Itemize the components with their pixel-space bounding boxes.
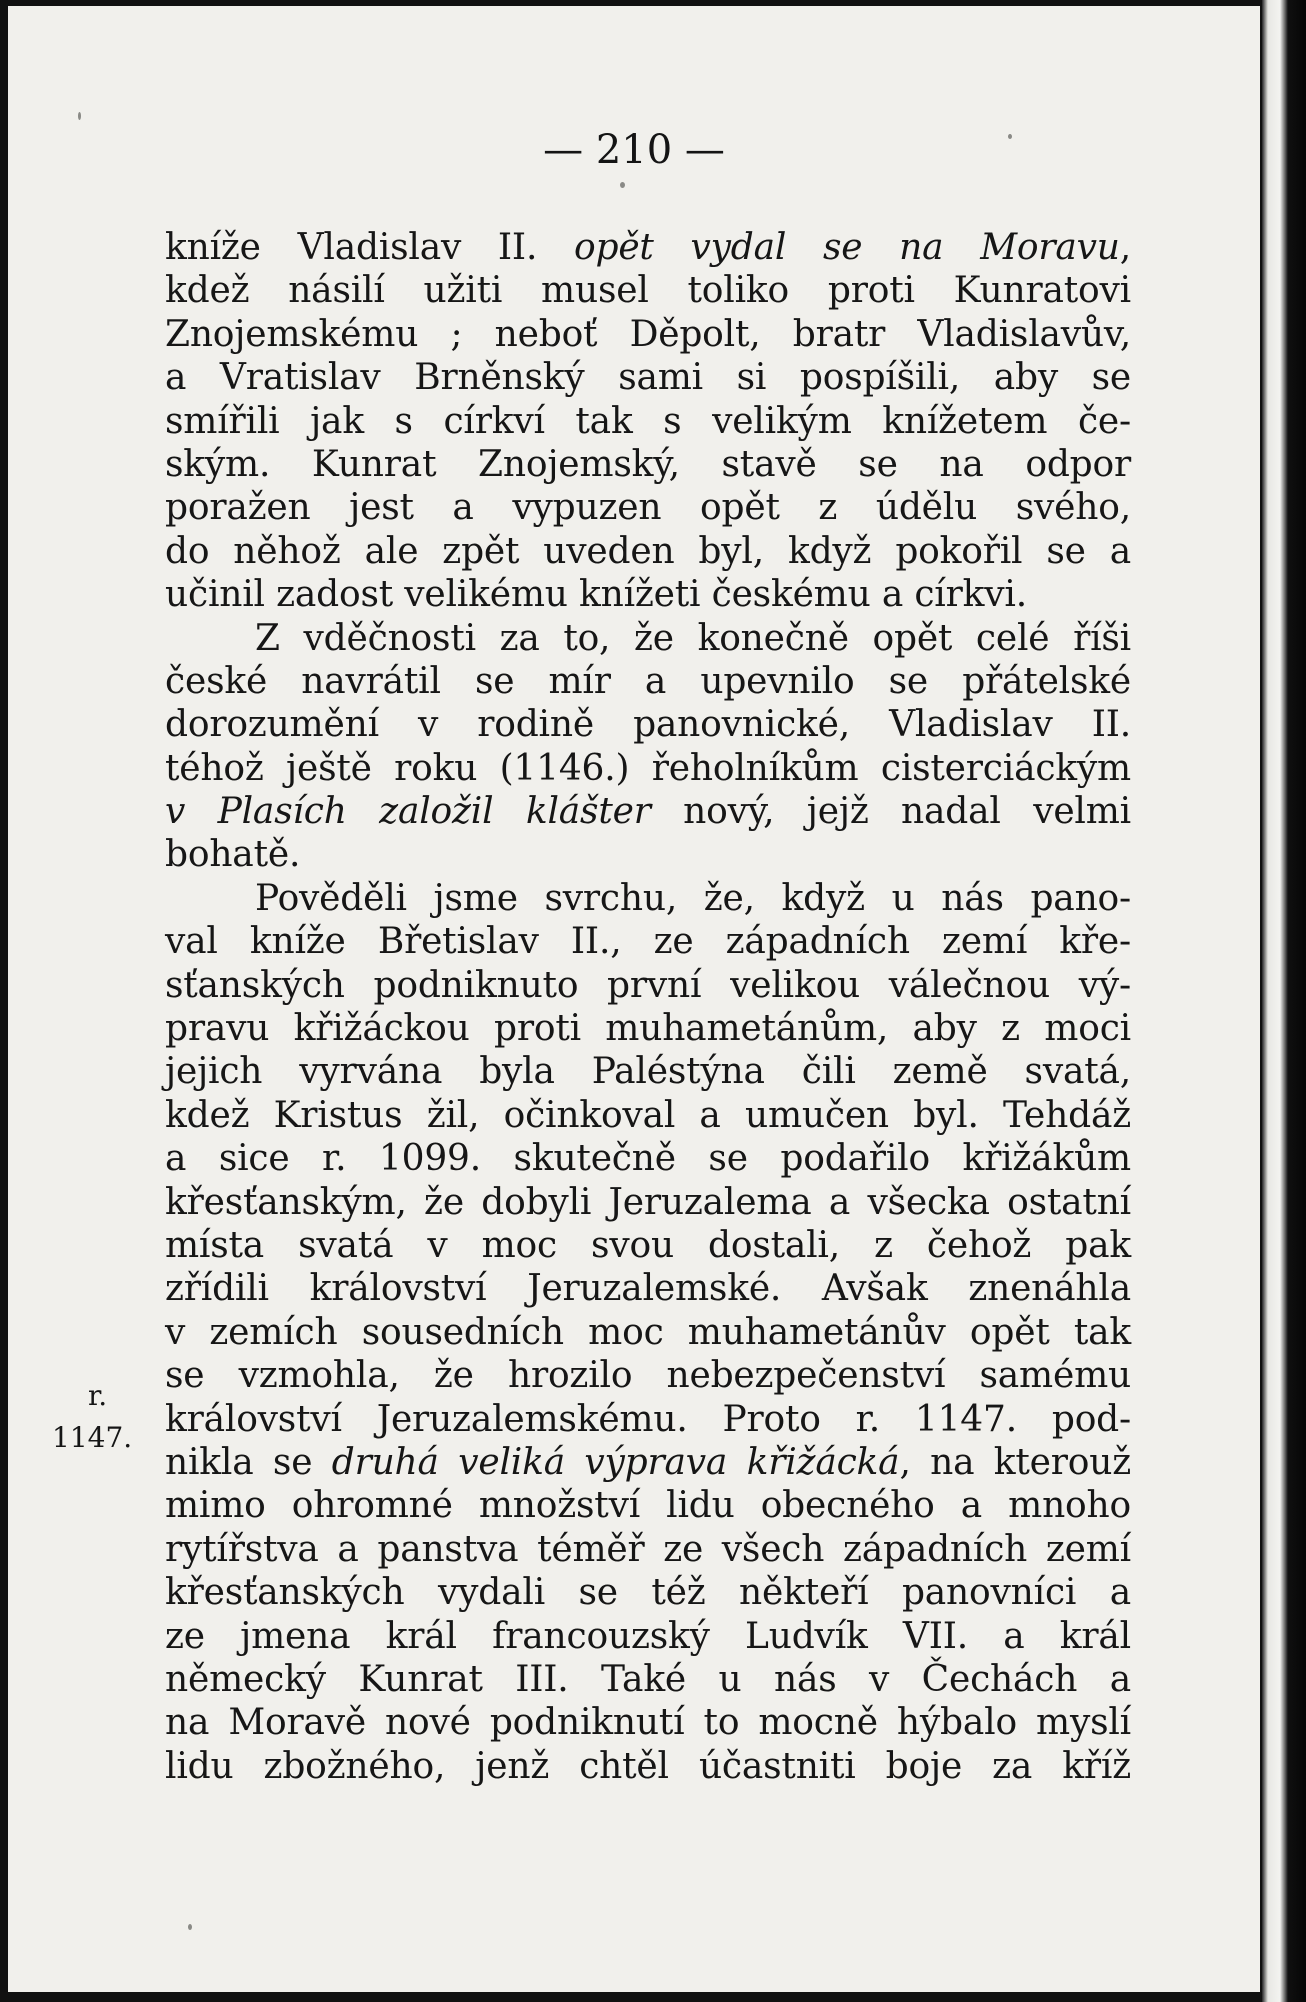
text-line: místa svatá v moc svou dostali, z čehož pak	[165, 1224, 1131, 1266]
text-line: v zemích sousedních moc muhametánův opět tak	[165, 1311, 1131, 1353]
scanned-page-edge	[1262, 0, 1306, 2002]
paper-speck	[620, 182, 625, 188]
text-line: jejich vyrvána byla Paléstýna čili země svatá,	[165, 1051, 1131, 1093]
text-line: poražen jest a vypuzen opět z údělu svého,	[165, 487, 1131, 529]
text-line: a sice r. 1099. skutečně se podařilo křižákům	[165, 1138, 1131, 1180]
text-line: křesťanských vydali se též někteří panovníci a	[165, 1572, 1131, 1614]
text-line: v Plasích založil klášter nový, jejž nadal velmi	[165, 791, 1131, 833]
text-line: bohatě.	[165, 834, 301, 876]
text-line: smířili jak s církví tak s velikým knížetem če-	[165, 400, 1131, 442]
text-line: pravu křižáckou proti muhametánům, aby z moci	[165, 1008, 1131, 1050]
text-line: se vzmohla, že hrozilo nebezpečenství samému	[165, 1355, 1131, 1397]
text-line: ským. Kunrat Znojemský, stavě se na odpor	[165, 443, 1131, 485]
text-line: val kníže Břetislav II., ze západních zemí kře-	[165, 921, 1131, 963]
text-line: zřídili království Jeruzalemské. Avšak znenáhla	[165, 1268, 1131, 1310]
text-line: na Moravě nové podniknutí to mocně hýbalo myslí	[165, 1702, 1131, 1744]
book-page	[8, 6, 1260, 1992]
text-line: a Vratislav Brněnský sami si pospíšili, aby se	[165, 357, 1131, 399]
paper-speck	[78, 112, 81, 120]
margin-note-year: 1147.	[52, 1421, 133, 1454]
text-line: rytířstva a panstva téměř ze všech západních zemí	[165, 1528, 1131, 1570]
text-line: kníže Vladislav II. opět vydal se na Moravu,	[165, 227, 1131, 268]
text-line: království Jeruzalemskému. Proto r. 1147. pod-	[165, 1398, 1131, 1440]
text-line: dorozumění v rodině panovnické, Vladislav II.	[165, 704, 1131, 746]
text-line: kdež Kristus žil, očinkoval a umučen byl. Tehdáž	[165, 1094, 1131, 1136]
margin-note-r: r.	[88, 1379, 108, 1412]
text-line: téhož ještě roku (1146.) řeholníkům cisterciáckým	[165, 747, 1131, 789]
text-line: ze jmena král francouzský Ludvík VII. a král	[165, 1615, 1131, 1657]
paper-speck	[1008, 134, 1012, 139]
text-line: lidu zbožného, jenž chtěl účastniti boje za kříž	[165, 1745, 1131, 1787]
text-line: Z vděčnosti za to, že konečně opět celé říši	[255, 617, 1131, 659]
text-line: Znojemskému ; neboť Děpolt, bratr Vladislavův,	[165, 313, 1131, 355]
text-line: Pověděli jsme svrchu, že, když u nás pano-	[255, 877, 1131, 919]
paper-speck	[188, 1924, 192, 1930]
text-line: německý Kunrat III. Také u nás v Čechách a	[165, 1658, 1131, 1700]
text-line: sťanských podniknuto první velikou válečnou vý-	[165, 964, 1131, 1006]
text-line: mimo ohromné množství lidu obecného a mnoho	[165, 1485, 1131, 1527]
text-line: učinil zadost velikému knížeti českému a církvi.	[165, 574, 1027, 616]
body-text	[165, 226, 1131, 1788]
page-number: — 210 —	[543, 127, 725, 173]
text-line: nikla se druhá veliká výprava křižácká, na kterouž	[165, 1441, 1131, 1483]
text-line: české navrátil se mír a upevnilo se přátelské	[165, 660, 1131, 702]
text-line: do něhož ale zpět uveden byl, když pokořil se a	[165, 530, 1131, 572]
text-line: křesťanským, že dobyli Jeruzalema a všecka ostatní	[165, 1181, 1131, 1223]
text-line: kdež násilí užiti musel toliko proti Kunratovi	[165, 270, 1131, 312]
